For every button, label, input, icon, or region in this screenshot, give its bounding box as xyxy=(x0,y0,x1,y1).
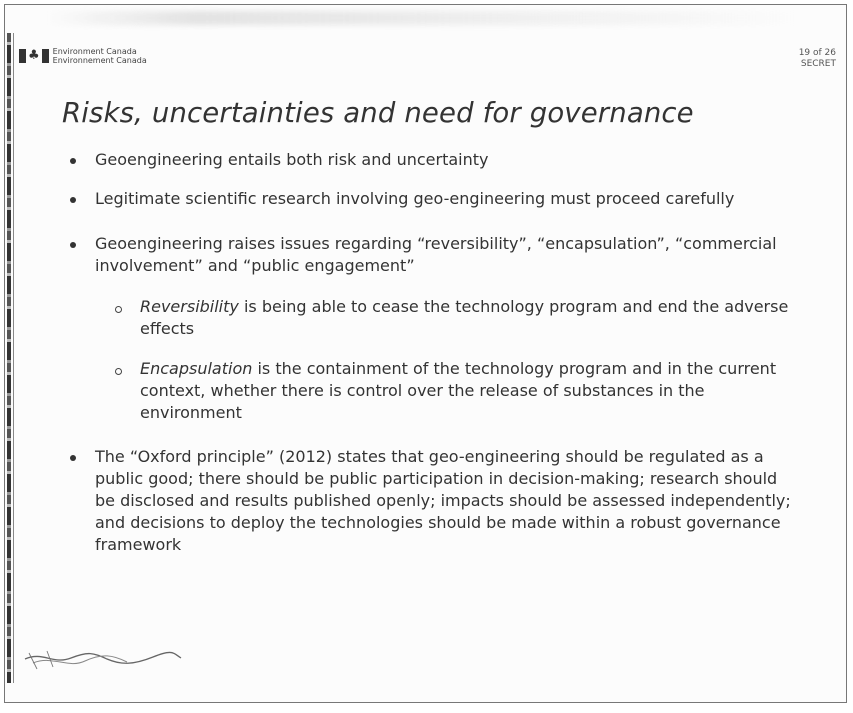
page-number: 19 of 26 xyxy=(798,48,836,58)
signature-scribble xyxy=(23,643,183,677)
term-encapsulation: Encapsulation xyxy=(140,359,253,378)
classification-label: SECRET xyxy=(800,59,836,69)
definition-reversibility: is being able to cease the technology program and end the adverse effects xyxy=(140,297,789,338)
scan-binding-line xyxy=(13,33,14,683)
bullet-risk: Geoengineering entails both risk and uncertainty xyxy=(67,149,797,171)
bullet-research: Legitimate scientific research involving geo-engineering must proceed carefully xyxy=(67,188,797,210)
department-name xyxy=(53,47,147,65)
bullet-oxford-principle: The “Oxford principle” (2012) states that geo-engineering should be regulated as a public good; there should be public participation in decision-making; research should be disclosed and results published openly; impacts should be assessed independently; and decisions to deploy the technologies should be made within a robust governance framework xyxy=(67,446,797,556)
scan-smudge xyxy=(45,11,805,25)
government-logo xyxy=(19,47,147,65)
slide-content xyxy=(67,149,797,556)
bullet-issues: Geoengineering raises issues regarding “reversibility”, “encapsulation”, “commercial involvement” and “public engagement” xyxy=(67,233,797,277)
scanned-page xyxy=(4,4,847,703)
department-name-en: Environment Canada xyxy=(52,47,137,56)
term-reversibility: Reversibility xyxy=(140,297,239,316)
canada-flag-icon: ♣ xyxy=(19,49,49,63)
definition-encapsulation: is the containment of the technology program and in the current context, whether there is control over the release of substances in the environment xyxy=(140,359,777,422)
scan-binding-edge xyxy=(7,33,11,683)
slide-title: Risks, uncertainties and need for governance xyxy=(62,97,694,129)
department-name-fr: Environnement Canada xyxy=(52,56,147,65)
page-meta xyxy=(799,48,836,70)
sub-bullet-encapsulation xyxy=(67,358,797,424)
sub-bullet-reversibility xyxy=(67,296,797,340)
